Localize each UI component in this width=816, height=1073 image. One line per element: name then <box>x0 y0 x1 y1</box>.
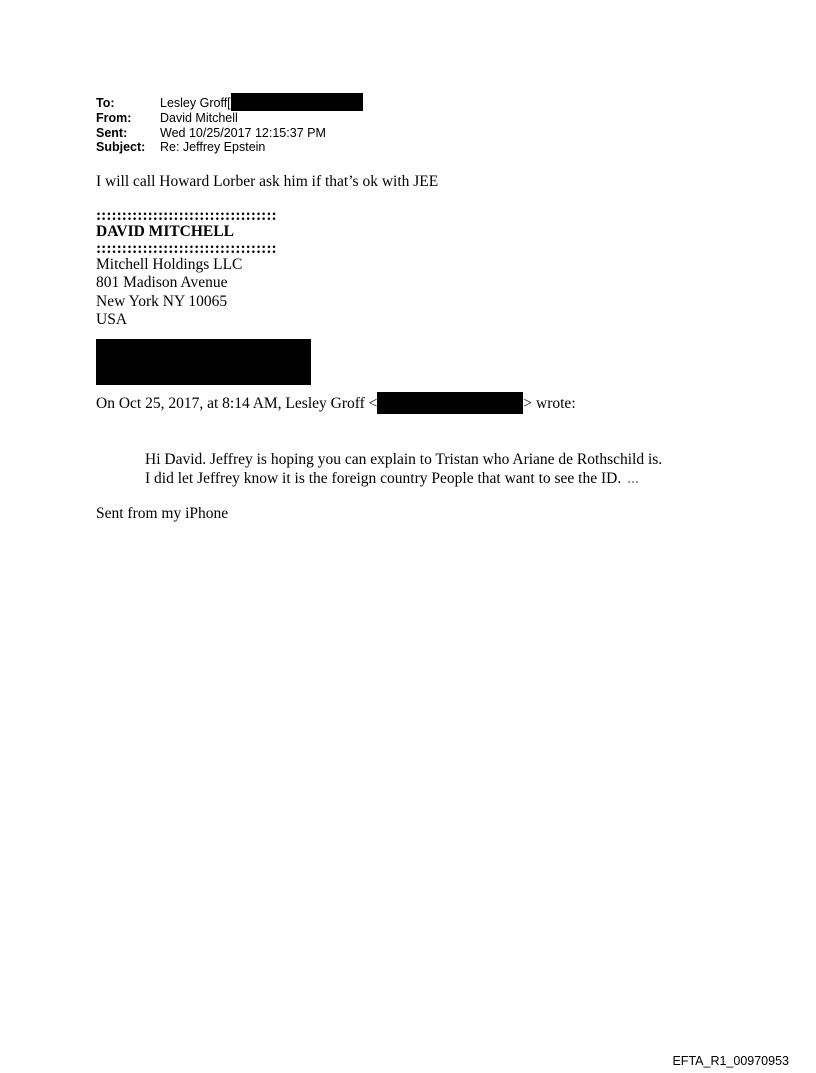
to-value: Lesley Groff[ <box>160 96 231 110</box>
header-subject-row <box>96 140 363 155</box>
signature-city: New York NY 10065 <box>96 292 228 310</box>
quoted-line-2 <box>145 469 662 488</box>
signature-company: Mitchell Holdings LLC <box>96 255 243 273</box>
sent-value: Wed 10/25/2017 12:15:37 PM <box>160 125 326 140</box>
attribution-suffix: > wrote: <box>523 395 576 412</box>
header-to-row <box>96 96 363 111</box>
quoted-line-1: Hi David. Jeffrey is hoping you can explain to Tristan who Ariane de Rothschild is. <box>145 451 663 468</box>
attribution-prefix: On Oct 25, 2017, at 8:14 AM, Lesley Groff < <box>96 395 378 412</box>
header-sent-row <box>96 126 363 141</box>
more-ellipsis[interactable]: ... <box>627 470 639 487</box>
from-value: David Mitchell <box>160 111 238 125</box>
signature-name: DAVID MITCHELL <box>96 223 234 240</box>
signature-divider-top: ::::::::::::::::::::::::::::::::::: <box>96 209 277 223</box>
redaction-box <box>96 339 311 385</box>
signature-street: 801 Madison Avenue <box>96 274 228 291</box>
signature-block <box>96 209 277 330</box>
quote-attribution <box>96 395 576 414</box>
signature-divider-bottom: ::::::::::::::::::::::::::::::::::: <box>96 241 277 256</box>
redaction-box <box>377 392 523 414</box>
redaction-box <box>231 93 363 111</box>
subject-label: Subject: <box>96 140 146 154</box>
to-label: To: <box>96 96 115 110</box>
signature-country: USA <box>96 311 128 328</box>
from-label: From: <box>96 111 132 125</box>
quoted-line-2-text: I did let Jeffrey know it is the foreign country People that want to see the ID. <box>145 470 622 487</box>
subject-value: Re: Jeffrey Epstein <box>160 140 266 154</box>
header-from-row <box>96 111 363 126</box>
sent-from-line: Sent from my iPhone <box>96 505 229 522</box>
document-id: EFTA_R1_00970953 <box>672 1054 789 1068</box>
email-header <box>96 96 363 155</box>
quoted-message <box>145 450 662 488</box>
sent-label: Sent: <box>96 125 128 140</box>
email-body-line: I will call Howard Lorber ask him if that’s ok with JEE <box>96 173 439 190</box>
